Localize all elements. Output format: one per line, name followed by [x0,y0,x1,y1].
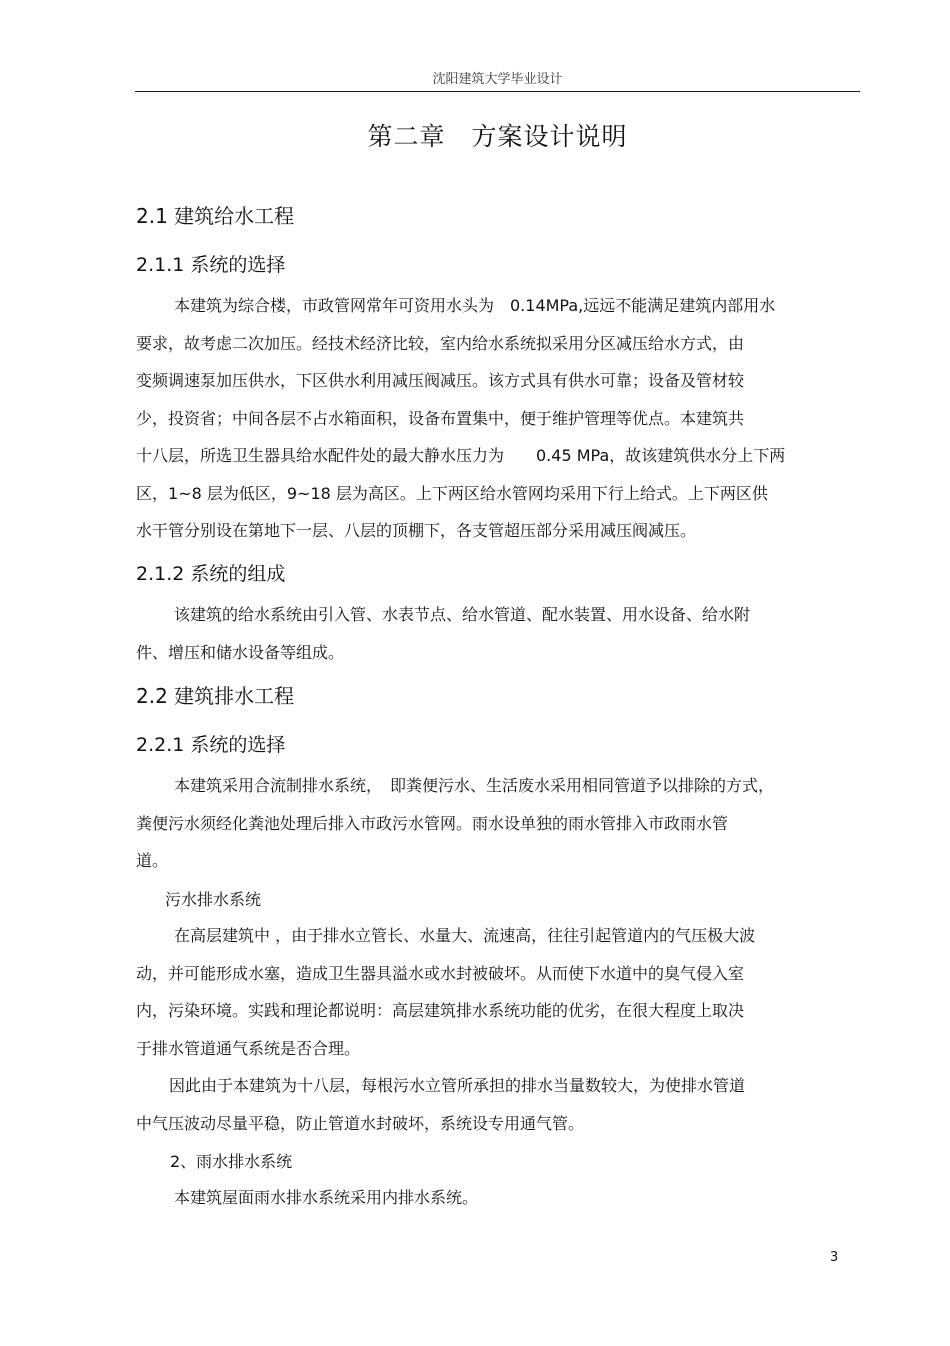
paragraph-line: 件、增压和储水设备等组成。 [136,642,345,662]
paragraph-line: 变频调速泵加压供水，下区供水利用减压阀减压。该方式具有供水可靠；设备及管材较 [136,371,745,390]
paragraph-line: 于排水管道通气系统是否合理。 [136,1038,361,1058]
chapter-title: 第二章 方案设计说明 [367,122,628,151]
page-header: 沈阳建筑大学毕业设计 [432,72,563,87]
paragraph-line: 要求，故考虑二次加压。经技术经济比较，室内给水系统拟采用分区减压给水方式，由 [136,333,745,353]
paragraph-line: 因此由于本建筑为十八层，每根污水立管所承担的排水当量数较大，为使排水管道 [169,1076,746,1095]
sewage-paragraph-1 [136,917,851,1067]
paragraph-line: 内，污染环境。实践和理论都说明：高层建筑排水系统功能的优劣，在很大程度上取决 [136,1001,745,1020]
section-2-1-1-heading: 2.1.1 系统的选择 [136,254,286,276]
paragraph-line: 该建筑的给水系统由引入管、水表节点、给水管道、配水装置、用水设备、给水附 [174,605,751,624]
paragraph-line: 本建筑屋面雨水排水系统采用内排水系统。 [174,1188,479,1207]
paragraph-line: 动，并可能形成水塞，造成卫生器具溢水或水封被破坏。从而使下水道中的臭气侵入室 [136,963,745,983]
paragraph-line: 水干管分别设在第地下一层、八层的顶棚下，各支管超压部分采用减压阀减压。 [136,521,697,540]
sewage-heading: 污水排水系统 [165,890,262,909]
paragraph-line: 本建筑为综合楼，市政管网常年可资用水头为 0.14MPa,远远不能满足建筑内部用水 [174,296,776,315]
section-2-2-1-paragraph [136,767,851,880]
sewage-paragraph-2 [136,1067,851,1142]
section-2-2-1-heading: 2.2.1 系统的选择 [136,734,286,756]
paragraph-line: 少，投资省；中间各层不占水箱面积，设备布置集中，便于维护管理等优点。本建筑共 [136,408,745,428]
section-2-1-1-paragraph [136,287,851,550]
rain-heading: 2、雨水排水系统 [170,1152,293,1171]
paragraph-line: 本建筑采用合流制排水系统， 即粪便污水、生活废水采用相同管道予以排除的方式， [174,776,775,795]
paragraph-line: 区，1~8 层为低区，9~18 层为高区。上下两区给水管网均采用下行上给式。上下两区供 [136,483,768,503]
section-2-1-2-heading: 2.1.2 系统的组成 [136,563,286,585]
rain-paragraph [136,1179,851,1217]
section-2-2-heading: 2.2 建筑排水工程 [136,684,295,708]
paragraph-line: 十八层，所选卫生器具给水配件处的最大静水压力为 0.45 MPa，故该建筑供水分上下两 [136,446,786,465]
section-2-1-heading: 2.1 建筑给水工程 [136,204,295,228]
section-2-1-2-paragraph [136,596,851,671]
header-rule [135,91,860,92]
paragraph-line: 中气压波动尽量平稳，防止管道水封破坏，系统设专用通气管。 [136,1113,585,1133]
paragraph-line: 道。 [136,851,169,870]
page-number: 3 [830,1250,839,1265]
paragraph-line: 在高层建筑中 ，由于排水立管长、水量大、流速高，往往引起管道内的气压极大波 [174,926,756,945]
paragraph-line: 粪便污水须经化粪池处理后排入市政污水管网。雨水设单独的雨水管排入市政雨水管 [136,813,729,833]
